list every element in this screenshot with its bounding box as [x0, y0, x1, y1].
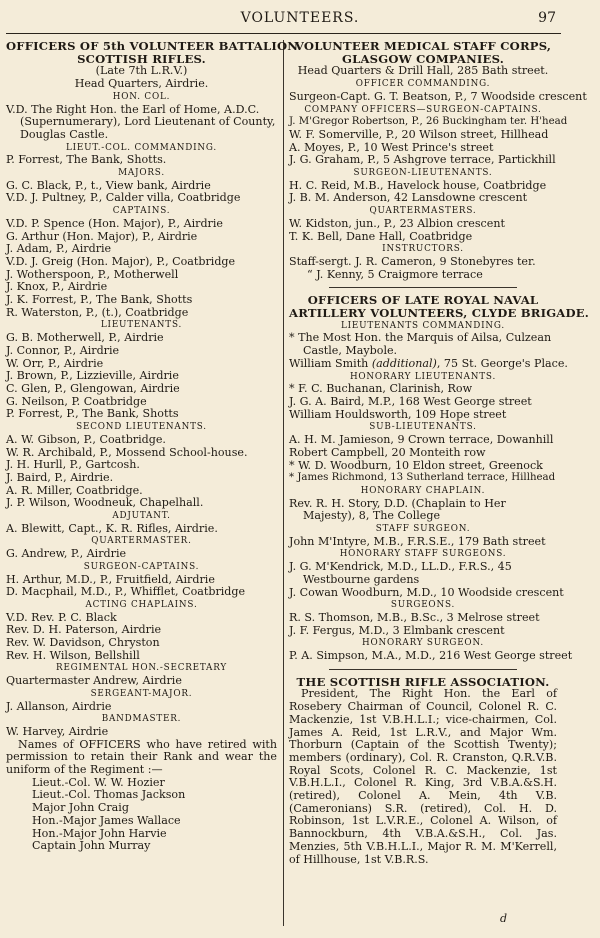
entry: V.D. J. Pultney, P., Calder villa, Coatbridge: [6, 191, 241, 205]
entry: John M'Intyre, M.B., F.R.S.E., 179 Bath street: [289, 534, 546, 548]
entry: J. Wotherspoon, P., Motherwell: [6, 267, 179, 281]
entry: J. Allanson, Airdrie: [6, 699, 112, 713]
entry: Lieut.-Col. Thomas Jackson: [32, 788, 186, 802]
entry: H. Arthur, M.D., P., Fruitfield, Airdrie: [6, 572, 215, 586]
rank-heading: MAJORS.: [118, 168, 165, 179]
entry: J. M'Gregor Robertson, P., 26 Buckingham ter. H'head: [289, 116, 568, 128]
section-heading: VOLUNTEER MEDICAL STAFF CORPS,: [294, 39, 552, 53]
running-title: VOLUNTEERS.: [240, 10, 360, 26]
entry: Major John Craig: [32, 801, 129, 815]
entry: W. Kidston, jun., P., 23 Albion crescent: [289, 216, 505, 230]
entry: W. F. Somerville, P., 20 Wilson street, Hillhead: [289, 127, 549, 141]
entry: Rev. H. Wilson, Bellshill: [6, 648, 140, 662]
section-divider: [329, 669, 517, 670]
entry: Rev. W. Davidson, Chryston: [6, 636, 160, 650]
retired-note: Names of OFFICERS who have retired with permission to retain their Rank and wear the uniform of the Regiment :—: [6, 737, 277, 777]
entry: J. Brown, P., Lizzieville, Airdrie: [6, 369, 179, 383]
rank-heading: COMPANY OFFICERS—SURGEON-CAPTAINS.: [304, 104, 542, 115]
signature-mark: d: [500, 912, 508, 925]
section-heading: SCOTTISH RIFLES.: [77, 51, 206, 66]
entry: J. B. M. Anderson, 42 Lansdowne crescent: [289, 191, 528, 205]
rank-heading: CAPTAINS.: [112, 206, 171, 217]
entry: G. Neilson, P. Coatbridge: [6, 394, 147, 408]
entry: * W. D. Woodburn, 10 Eldon street, Greenock: [289, 458, 543, 472]
entry: W. Orr, P., Airdrie: [6, 356, 104, 370]
entry: R. Waterston, P., (t.), Coatbridge: [6, 305, 189, 319]
rank-heading: SECOND LIEUTENANTS.: [76, 422, 207, 433]
rank-heading: HON. COL.: [112, 91, 171, 102]
entry: Hon.-Major James Wallace: [32, 813, 181, 827]
entry: A. W. Gibson, P., Coatbridge.: [6, 432, 166, 446]
left-column: [6, 39, 299, 853]
entry: William Houldsworth, 109 Hope street: [289, 407, 507, 421]
rank-heading: SURGEON-LIEUTENANTS.: [353, 168, 493, 179]
entry: Lieut.-Col. W. W. Hozier: [32, 775, 165, 789]
entry-address: , 75 St. George's Place.: [436, 356, 568, 370]
entry: J. Knox, P., Airdrie: [6, 280, 108, 294]
entry: Quartermaster Andrew, Airdrie: [6, 674, 182, 688]
entry: G. Arthur (Hon. Major), P., Airdrie: [6, 229, 198, 243]
rank-heading: SUB-LIEUTENANTS.: [369, 422, 477, 433]
entry: A. H. M. Jamieson, 9 Crown terrace, Dowanhill: [289, 433, 554, 447]
entry: * The Most Hon. the Marquis of Ailsa, Culzean Castle, Maybole.: [289, 331, 552, 358]
rank-heading: ACTING CHAPLAINS.: [85, 599, 198, 610]
entry: J. Cowan Woodburn, M.D., 10 Woodside crescent: [289, 585, 564, 599]
entry: G. Andrew, P., Airdrie: [6, 547, 127, 561]
entry: J. H. Hurll, P., Gartcosh.: [6, 458, 140, 472]
entry: P. Forrest, The Bank, Shotts.: [6, 153, 167, 167]
rank-heading: OFFICER COMMANDING.: [355, 79, 491, 90]
rank-heading: STAFF SURGEON.: [375, 524, 471, 535]
header-rule: [6, 33, 561, 34]
rank-heading: HONORARY STAFF SURGEONS.: [339, 549, 507, 560]
entry: C. Glen, P., Glengowan, Airdrie: [6, 381, 180, 395]
section-heading: THE SCOTTISH RIFLE ASSOCIATION.: [296, 674, 550, 689]
section-divider: [329, 287, 517, 288]
entry: W. Harvey, Airdrie: [6, 724, 109, 738]
section-heading: GLASGOW COMPANIES.: [342, 51, 504, 66]
entry: Rev. D. H. Paterson, Airdrie: [6, 623, 162, 637]
entry: * James Richmond, 13 Sutherland terrace, Hillhead: [289, 472, 556, 484]
entry: J. G. M'Kendrick, M.D., LL.D., F.R.S., 45 Westbourne gardens: [289, 560, 512, 586]
entry: Staff-sergt. J. R. Cameron, 9 Stonebyres ter.: [289, 254, 536, 268]
rank-heading: SURGEON-CAPTAINS.: [83, 561, 200, 572]
entry: D. Macphail, M.D., P., Whifflet, Coatbridge: [6, 585, 246, 599]
entry: J. P. Wilson, Woodneuk, Chapelhall.: [6, 496, 204, 510]
rank-heading: HONORARY CHAPLAIN.: [360, 485, 486, 496]
entry: J. K. Forrest, P., The Bank, Shotts: [6, 293, 193, 307]
entry: G. C. Black, P., t., View bank, Airdrie: [6, 178, 211, 192]
column-divider: [283, 40, 284, 926]
rank-heading: HONORARY SURGEON.: [362, 638, 484, 649]
rank-heading: LIEUTENANTS COMMANDING.: [340, 320, 506, 331]
entry: A. R. Miller, Coatbridge.: [6, 483, 143, 497]
entry: [289, 356, 568, 371]
entry: J. G. Graham, P., 5 Ashgrove terrace, Partickhill: [289, 153, 556, 167]
entry: J. Adam, P., Airdrie: [6, 242, 112, 256]
entry: P. A. Simpson, M.A., M.D., 216 West George street: [289, 649, 573, 663]
rank-heading: LIEUTENANTS.: [100, 320, 183, 331]
rank-heading: LIEUT.-COL. COMMANDING.: [65, 142, 217, 153]
head-quarters: Head Quarters & Drill Hall, 285 Bath street.: [297, 64, 549, 78]
entry: Captain John Murray: [32, 839, 151, 853]
head-quarters: Head Quarters, Airdrie.: [74, 77, 209, 91]
entry: J. G. A. Baird, M.P., 168 West George street: [289, 394, 532, 408]
entry-note: (additional): [371, 356, 437, 370]
rank-heading: SERGEANT-MAJOR.: [90, 688, 193, 699]
rifle-association-text: President, The Right Hon. the Earl of Rosebery Chairman of Council, Colonel R. C. Mackenzie, 1st V.B.H.L.I.; vice-chairmen, Col. James A. Reid, 1st L.R.V., and Major Wm. Thorburn (Captain of the Scottish Twenty); members (ordinary), Col. R. Cranston, Q.R.V.B. Royal Scots, Colonel R. C. Mackenzie, 1st V.B.H.L.I., Colonel R. King, 3rd V.B.A.&S.H. (retired), Colonel A. Mein, 4th V.B. (Cameronians) S.R. (retired), Col. H. D. Robinson, 1st L.V.R.E., Colonel A. Wilson, of Bannockburn, 4th V.B.A.&S.H., Col. Jas. Menzies, 5th V.B.H.L.I., Major R. M. M'Kerrell, of Hillhouse, 1st V.B.R.S.: [289, 687, 557, 866]
entry: J. Baird, P., Airdrie.: [6, 470, 114, 484]
entry-name: William Smith: [289, 356, 372, 370]
entry: G. B. Motherwell, P., Airdrie: [6, 331, 164, 345]
entry: A. Moyes, P., 10 West Prince's street: [289, 140, 494, 154]
entry: P. Forrest, P., The Bank, Shotts: [6, 407, 179, 421]
section-heading: ARTILLERY VOLUNTEERS, CLYDE BRIGADE.: [289, 306, 590, 321]
entry: H. C. Reid, M.B., Havelock house, Coatbridge: [289, 178, 547, 192]
right-column: [289, 39, 590, 866]
entry: V.D. The Right Hon. the Earl of Home, A.D.C. (Supernumerary), Lord Lieutenant of County, Douglas Castle.: [6, 102, 276, 141]
entry: * F. C. Buchanan, Clarinish, Row: [289, 382, 473, 396]
rank-heading: SURGEONS.: [390, 600, 456, 611]
entry: V.D. Rev. P. C. Black: [6, 610, 117, 624]
section-heading: OFFICERS OF LATE ROYAL NAVAL: [307, 293, 539, 308]
entry: Hon.-Major John Harvie: [32, 826, 167, 840]
rank-heading: INSTRUCTORS.: [382, 244, 464, 255]
entry: A. Blewitt, Capt., K. R. Rifles, Airdrie.: [6, 521, 218, 535]
entry: T. K. Bell, Dane Hall, Coatbridge: [289, 229, 473, 243]
entry: Robert Campbell, 20 Monteith row: [289, 445, 486, 459]
section-heading: OFFICERS OF 5th VOLUNTEER BATTALION: [6, 39, 299, 53]
page-number: 97: [538, 10, 556, 26]
entry: J. F. Fergus, M.D., 3 Elmbank crescent: [289, 623, 505, 637]
entry: V.D. P. Spence (Hon. Major), P., Airdrie: [6, 216, 223, 230]
entry: J. Connor, P., Airdrie: [6, 343, 120, 357]
page-header: [0, 10, 600, 32]
entry: Surgeon-Capt. G. T. Beatson, P., 7 Woodside crescent: [289, 89, 587, 103]
rank-heading: QUARTERMASTERS.: [369, 206, 477, 217]
rank-heading: HONORARY LIEUTENANTS.: [349, 371, 497, 382]
entry: “ J. Kenny, 5 Craigmore terrace: [307, 267, 483, 281]
rank-heading: BANDMASTER.: [101, 714, 182, 725]
entry: Rev. R. H. Story, D.D. (Chaplain to Her Majesty), 8, The College: [289, 496, 506, 523]
rank-heading: ADJUTANT.: [112, 511, 171, 522]
entry: R. S. Thomson, M.B., B.Sc., 3 Melrose street: [289, 610, 540, 624]
entry: W. R. Archibald, P., Mossend School-house.: [6, 445, 248, 459]
subtitle: (Late 7th L.R.V.): [95, 64, 188, 78]
entry: V.D. J. Greig (Hon. Major), P., Coatbridge: [6, 254, 236, 268]
rank-heading: REGIMENTAL HON.-SECRETARY: [56, 663, 227, 674]
rank-heading: QUARTERMASTER.: [91, 536, 192, 547]
